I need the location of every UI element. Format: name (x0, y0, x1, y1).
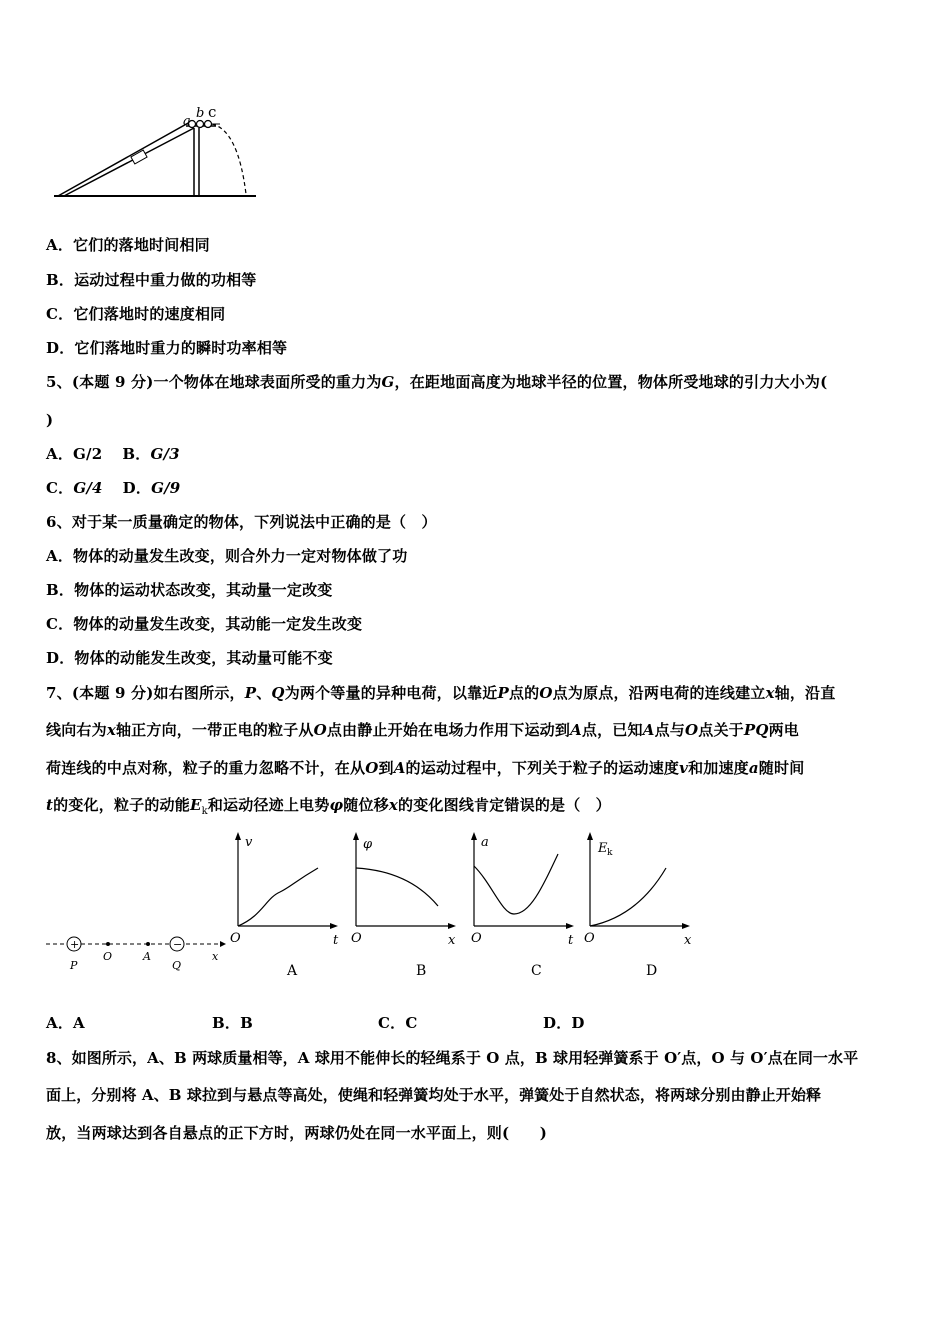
stem-text: 荷连线的中点对称，粒子的重力忽略不计，在从 (46, 759, 366, 777)
point-a (146, 942, 150, 946)
stem-text: 面上，分别将 A、B 球拉到与悬点等高处，使绳和轻弹簧均处于水平，弹簧处于自然状态，将两球分别由静止开始释 (46, 1086, 822, 1104)
charge-p-sign: + (70, 938, 80, 951)
option-key: C． (46, 479, 74, 497)
q7-option-d (543, 1013, 585, 1033)
option-text: 它们落地时的速度相同 (73, 305, 226, 323)
ball-b (197, 121, 204, 128)
stem-var: a (748, 759, 759, 777)
stem-var: O (539, 684, 553, 702)
q7-figure (40, 826, 710, 986)
graph-d-y-label: E (598, 841, 608, 856)
graph-d (584, 832, 692, 979)
option-text: C (405, 1014, 418, 1032)
stem-text: ) (46, 411, 54, 429)
stem-var: E (189, 796, 202, 814)
stem-text: 放，当两球达到各自悬点的正下方时，两球仍处在同一水平面上，则( ) (46, 1124, 547, 1142)
incline-bottom-edge (64, 128, 194, 196)
graph-d-x-label: x (684, 933, 692, 948)
option-key: A． (46, 236, 74, 254)
option-text: 它们落地时重力的瞬时功率相等 (74, 339, 288, 357)
q6-stem (46, 512, 437, 532)
graph-a-origin: O (230, 931, 241, 946)
stem-text: 为两个等量的异种电荷，以靠近 (284, 684, 498, 702)
ball-c (205, 121, 212, 128)
stem-text: 随时间 (758, 759, 805, 777)
graph-b-curve (356, 868, 438, 906)
option-text: D (571, 1014, 585, 1032)
option-text: 物体的运动状态改变，其动量一定改变 (74, 581, 333, 599)
graph-b (351, 832, 456, 979)
stem-text: 、 (256, 684, 272, 702)
option-key: B． (122, 445, 151, 463)
option-key: C． (46, 615, 74, 633)
graph-b-name: B (416, 963, 427, 979)
q7-figure-svg (40, 826, 710, 986)
q6-option-b (46, 580, 333, 600)
option-text: G/3 (150, 445, 180, 463)
option-text: 物体的动能发生改变，其动量可能不变 (74, 649, 333, 667)
graph-b-origin: O (351, 931, 362, 946)
option-text: 物体的动量发生改变，则合外力一定对物体做了功 (73, 547, 408, 565)
graph-d-y-sub: k (607, 848, 613, 858)
graph-d-origin: O (584, 931, 595, 946)
graph-b-y-arrow (353, 832, 359, 840)
graph-b-y-label: φ (363, 837, 373, 852)
label-o: O (103, 950, 113, 963)
point-o (106, 942, 110, 946)
label-q: Q (172, 959, 182, 972)
label-a: A (143, 950, 151, 963)
stem-var: v (679, 759, 689, 777)
option-text: A (73, 1014, 85, 1032)
incline-block (131, 150, 147, 164)
graph-a-x-label: t (333, 933, 339, 948)
graph-c (471, 832, 574, 979)
charge-q-sign: − (173, 938, 183, 951)
stem-var: P (244, 684, 257, 702)
option-text: B (240, 1014, 253, 1032)
stem-text: 点为原点，沿两电荷的连线建立 (552, 684, 766, 702)
stem-text: 的运动过程中，下列关于粒子的运动速度 (405, 759, 680, 777)
option-text: G/2 (73, 445, 103, 463)
option-key: C． (378, 1014, 406, 1032)
option-key: B． (212, 1014, 241, 1032)
q7-stem-line2 (46, 720, 799, 740)
label-c: c (208, 103, 217, 121)
graph-a-y-label: v (245, 835, 253, 850)
graph-b-x-arrow (448, 923, 456, 929)
q8-stem-line3 (46, 1123, 547, 1143)
option-key: B． (46, 581, 75, 599)
graph-a (230, 832, 339, 979)
q7-option-b (212, 1013, 253, 1033)
q7-option-c (378, 1013, 417, 1033)
stem-text: 和运动径迹上电势 (207, 796, 330, 814)
stem-text: 点关于 (698, 721, 744, 739)
q8-stem-line1 (46, 1048, 858, 1068)
stem-text: 点与 (654, 721, 685, 739)
q8-stem-line2 (46, 1085, 821, 1105)
graph-c-name: C (531, 963, 542, 979)
graph-c-y-label: a (481, 835, 489, 850)
graph-a-curve (238, 868, 318, 926)
stem-text: 5、(本题 9 分)一个物体在地球表面所受的重力为 (46, 373, 382, 391)
stem-text: 到 (378, 759, 394, 777)
graph-a-y-arrow (235, 832, 241, 840)
graph-d-curve (590, 868, 666, 926)
option-text: G/9 (151, 479, 181, 497)
stem-text: 线向右为 (46, 721, 107, 739)
incline-figure-svg (52, 100, 262, 202)
graph-d-x-arrow (682, 923, 690, 929)
stem-text: 两电 (768, 721, 800, 739)
stem-var: x (388, 796, 399, 814)
option-key: A． (46, 547, 74, 565)
q4-option-d (46, 338, 287, 358)
q4-option-a (46, 235, 210, 255)
stem-var: x (106, 721, 116, 739)
stem-var: O (313, 721, 327, 739)
graph-c-y-arrow (471, 832, 477, 840)
q5-options-ab (46, 444, 180, 464)
option-key: B． (46, 271, 75, 289)
q7-option-a (46, 1013, 85, 1033)
q7-stem-line3 (46, 758, 804, 778)
option-text: G/4 (73, 479, 103, 497)
label-x: x (212, 950, 219, 963)
option-key: C． (46, 305, 74, 323)
q5-stem (46, 372, 827, 392)
q6-option-a (46, 546, 407, 566)
stem-var: Q (271, 684, 285, 702)
q6-option-d (46, 648, 333, 668)
option-key: A． (46, 1014, 74, 1032)
label-a: a (183, 114, 191, 129)
option-key: A． (46, 445, 74, 463)
stem-var: A (570, 721, 582, 739)
graph-d-y-arrow (587, 832, 593, 840)
q7-stem-line4 (46, 795, 611, 822)
charge-axis-arrow (220, 941, 226, 947)
q4-option-c (46, 304, 225, 324)
trajectory-dashed (212, 124, 246, 194)
option-text: 物体的动量发生改变，其动能一定发生改变 (73, 615, 363, 633)
q4-option-b (46, 270, 257, 290)
q7-stem-line1 (46, 683, 835, 703)
q5-stem-close (46, 410, 53, 430)
graph-b-x-label: x (448, 933, 456, 948)
stem-var: A (393, 759, 406, 777)
stem-var: x (765, 684, 775, 702)
q6-option-c (46, 614, 362, 634)
stem-text: 8、如图所示，A、B 两球质量相等，A 球用不能伸长的轻绳系于 O 点，B 球用轻弹簧系于 O′点，O 与 O′点在同一水平 (46, 1049, 859, 1067)
option-key: D． (46, 339, 75, 357)
graph-a-name: A (287, 963, 298, 979)
stem-subscript: k (201, 806, 208, 817)
stem-var: G (381, 373, 395, 391)
stem-var: t (46, 796, 54, 814)
stem-text: 和加速度 (688, 759, 749, 777)
incline-figure (52, 100, 262, 202)
stem-text: 的变化图线肯定错误的是（ ） (398, 796, 611, 814)
stem-text: ，在距地面高度为地球半径的位置，物体所受地球的引力大小为( (394, 373, 828, 391)
option-key: D． (543, 1014, 572, 1032)
stem-var: P (497, 684, 509, 702)
option-text: 运动过程中重力做的功相等 (74, 271, 257, 289)
stem-var: PQ (743, 721, 769, 739)
stem-text: 点由静止开始在电场力作用下运动到 (326, 721, 571, 739)
q5-options-cd (46, 478, 180, 498)
stem-text: 轴正方向，一带正电的粒子从 (115, 721, 314, 739)
graph-c-curve (474, 854, 558, 914)
option-text: 它们的落地时间相同 (73, 236, 210, 254)
label-b: b (196, 106, 205, 121)
stem-text: 轴，沿直 (774, 684, 836, 702)
graph-c-origin: O (471, 931, 482, 946)
graph-a-x-arrow (330, 923, 338, 929)
stem-text: 6、对于某一质量确定的物体，下列说法中正确的是（ ） (46, 513, 437, 531)
graph-d-name: D (646, 963, 658, 979)
stem-text: 随位移 (343, 796, 389, 814)
label-p: P (70, 959, 78, 972)
graph-c-x-arrow (566, 923, 574, 929)
stem-var: O (684, 721, 699, 739)
stem-text: 的变化，粒子的动能 (53, 796, 190, 814)
stem-text: 点的 (508, 684, 540, 702)
option-key: D． (46, 649, 75, 667)
graph-c-x-label: t (568, 933, 574, 948)
incline-top-edge (58, 122, 190, 196)
stem-var: O (365, 759, 379, 777)
stem-text: 7、(本题 9 分)如右图所示， (46, 684, 245, 702)
stem-text: 点，已知 (581, 721, 643, 739)
stem-var: φ (329, 796, 344, 814)
stem-var: A (642, 721, 655, 739)
option-key: D． (122, 479, 152, 497)
